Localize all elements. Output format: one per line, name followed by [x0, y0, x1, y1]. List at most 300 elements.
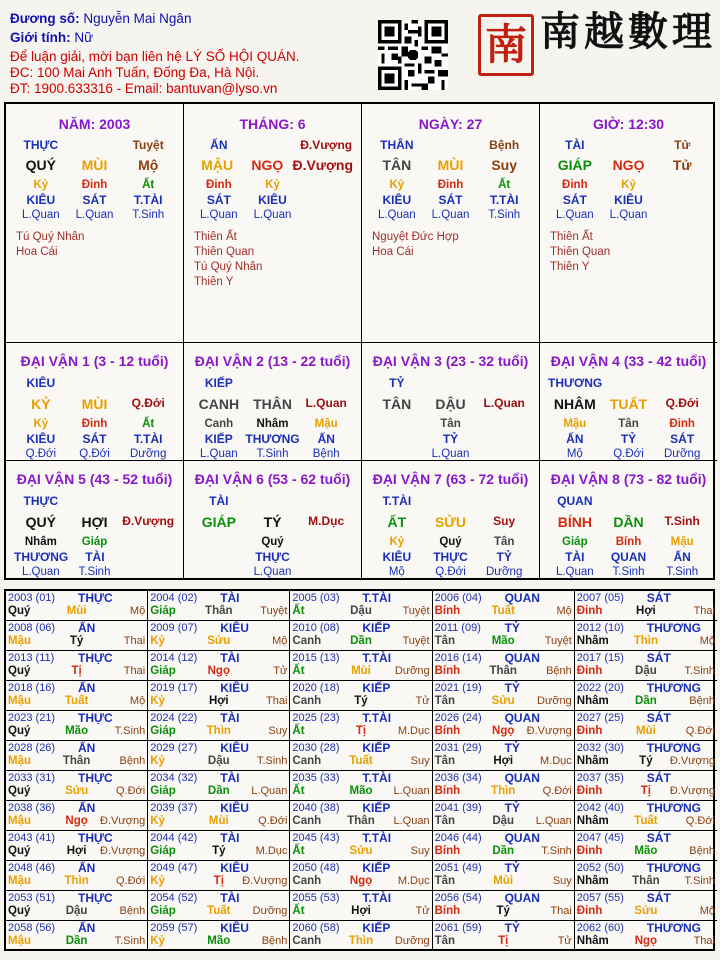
year-branch: Dậu: [207, 755, 230, 767]
dai-van-row-gods-item: TỶ: [620, 432, 637, 446]
year-age: 2023 (21): [8, 712, 56, 724]
year-age: 2020 (18): [292, 682, 340, 694]
year-age: 2036 (34): [434, 772, 482, 784]
year-cell: [148, 591, 290, 621]
year-stage: T.Sinh: [684, 665, 715, 677]
year-stem-branch: [8, 785, 145, 797]
pillar-row-stars: [14, 138, 175, 152]
year-stem: Tân: [434, 695, 456, 707]
year-stem-branch: [435, 605, 572, 617]
note-item: Thiên Y: [194, 276, 234, 288]
dai-van-row-gods-item: SÁT: [670, 432, 695, 446]
year-age: 2055 (53): [292, 892, 340, 904]
year-stage: Mộ: [129, 605, 146, 617]
year-cell: [6, 861, 148, 891]
dai-van-row-stages-item: T.Sinh: [78, 566, 111, 578]
year-stage: Suy: [410, 845, 430, 857]
year-age: 2048 (46): [8, 862, 56, 874]
year-stem: Nhâm: [576, 935, 609, 947]
year-god: TÀI: [220, 891, 240, 905]
dai-van-row-hidden: [548, 418, 709, 430]
year-stem-branch: [435, 815, 572, 827]
dai-van-row-hidden-item: Ất: [142, 418, 155, 430]
pillar-row-hidden-item: [299, 179, 353, 191]
dai-van-row-gods-item: QUAN: [610, 550, 647, 564]
year-branch: Tị: [498, 935, 509, 947]
year-stem-branch: [577, 875, 715, 887]
year-god: TÀI: [220, 591, 240, 605]
dai-van-row-gods-item: TÀI: [565, 550, 585, 564]
year-god: KIẾP: [362, 681, 391, 695]
year-age: 2007 (05): [576, 592, 624, 604]
year-stem: Bính: [434, 785, 461, 797]
dai-van-row-stages-item: [477, 448, 531, 460]
year-stem: Kỷ: [150, 875, 165, 887]
pillar-row-hidden-item: Đinh: [206, 179, 232, 191]
dai-van-row-hidden-item: Mậu: [563, 418, 587, 430]
year-branch: Thìn: [206, 725, 231, 737]
pillar-row-stems-item: GIÁP: [557, 157, 592, 173]
year-stem: Nhâm: [576, 755, 609, 767]
year-stem: Quý: [8, 905, 31, 917]
year-stage: Tử: [557, 935, 572, 947]
year-stem: Bính: [434, 845, 461, 857]
year-branch: Ngọ: [65, 815, 88, 827]
year-god: QUAN: [504, 891, 540, 905]
year-god: QUAN: [504, 831, 540, 845]
year-god: ẤN: [78, 681, 96, 695]
year-branch: Dần: [635, 695, 657, 707]
dai-van-row-gods-item: ẤN: [673, 550, 691, 564]
pillar-row-stems-item: NGỌ: [251, 157, 284, 173]
year-cell: [6, 801, 148, 831]
year-stage: M.Dục: [255, 845, 288, 857]
year-cell: [575, 651, 717, 681]
year-cell: [575, 621, 717, 651]
year-branch: Sửu: [349, 845, 373, 857]
dai-van-row-stems: [192, 514, 353, 530]
pillar-row-gods-item: KIÊU: [382, 193, 412, 207]
year-stage: Tuyệt: [544, 635, 572, 647]
year-stem: Giáp: [150, 665, 176, 677]
year-age: 2058 (56): [8, 922, 56, 934]
year-cell: [148, 891, 290, 921]
year-god: TÀI: [220, 831, 240, 845]
year-stage: Mộ: [699, 905, 715, 917]
year-branch: Tý: [212, 845, 226, 857]
dai-van-row-stems-item: Q.Đới: [665, 396, 699, 410]
year-age: 2024 (22): [150, 712, 198, 724]
year-branch: Sửu: [65, 785, 89, 797]
dai-van-title: ĐẠI VẬN 2 (13 - 22 tuổi): [194, 353, 351, 369]
year-age: 2006 (04): [434, 592, 482, 604]
dai-van-row-stems-item: QUÝ: [25, 514, 56, 530]
year-age: 2053 (51): [8, 892, 56, 904]
year-cell: [575, 591, 717, 621]
year-branch: Thìn: [64, 875, 89, 887]
year-age: 2029 (27): [150, 742, 198, 754]
year-stage: T.Sinh: [114, 725, 146, 737]
year-stem-branch: [292, 935, 429, 947]
year-cell: [290, 651, 432, 681]
year-god: ẤN: [78, 921, 96, 935]
dai-van-row-stems: [548, 514, 709, 530]
year-god: ẤN: [78, 861, 96, 875]
year-age: 2060 (58): [292, 922, 340, 934]
year-stem-branch: [150, 695, 287, 707]
year-branch: Ngọ: [207, 665, 230, 677]
year-branch: Hợi: [66, 845, 87, 857]
year-age: 2017 (15): [576, 652, 624, 664]
year-stage: Suy: [268, 725, 288, 737]
dai-van-row-hidden-item: Đinh: [81, 418, 108, 430]
year-stem-branch: [8, 725, 145, 737]
dai-van-row-stages: [14, 566, 175, 578]
year-stem: Đinh: [576, 725, 603, 737]
year-stage: T.Sinh: [256, 755, 288, 767]
year-stage: L.Quan: [393, 785, 430, 797]
year-stage: Q.Đới: [685, 815, 715, 827]
year-stem: Bính: [434, 605, 461, 617]
year-cell: [6, 771, 148, 801]
pillar-4: [540, 104, 717, 343]
pillar-row-stages-item: L.Quan: [199, 209, 238, 221]
year-cell: [575, 741, 717, 771]
year-stem-branch: [292, 845, 429, 857]
year-stem: Kỷ: [150, 695, 165, 707]
year-stem: Ất: [292, 725, 305, 737]
year-god: TÀI: [220, 711, 240, 725]
year-god: T.TÀI: [362, 591, 392, 605]
year-branch: Sửu: [491, 695, 515, 707]
year-stem: Mậu: [8, 815, 31, 827]
year-branch: Ngọ: [349, 875, 373, 887]
dai-van-2: [184, 343, 362, 461]
year-stage: Đ.Vượng: [242, 875, 288, 887]
pillar-row-hidden-item: Đinh: [437, 179, 464, 191]
year-stem-branch: [150, 755, 287, 767]
dai-van-row-stems-item: TUẤT: [609, 396, 648, 412]
year-cell: [148, 771, 290, 801]
pillar-row-hidden-item: Kỷ: [33, 179, 49, 191]
year-stage: Q.Đới: [115, 875, 146, 887]
year-stem-branch: [8, 695, 145, 707]
year-age: 2033 (31): [8, 772, 56, 784]
year-cell: [433, 681, 575, 711]
year-age: 2046 (44): [434, 832, 482, 844]
year-age: 2059 (57): [150, 922, 198, 934]
top-god-label: TỶ: [389, 376, 405, 390]
year-branch: Tị: [355, 725, 367, 737]
dai-van-row-hidden-item: [370, 418, 424, 430]
year-cell: [433, 651, 575, 681]
year-cell: [290, 831, 432, 861]
pillar-row-stars-item: Tuyệt: [132, 138, 164, 152]
year-cell: [433, 801, 575, 831]
year-branch: Mùi: [208, 815, 229, 827]
dai-van-row-gods-item: KIÊU: [26, 432, 56, 446]
year-stem: Giáp: [150, 605, 176, 617]
dai-van-row-hidden-item: [121, 536, 175, 548]
year-stem-branch: [8, 935, 145, 947]
year-branch: Hợi: [351, 905, 371, 917]
year-age: 2015 (13): [292, 652, 340, 664]
year-branch: Mão: [65, 725, 89, 737]
year-age: 2022 (20): [576, 682, 624, 694]
year-branch: Ngọ: [492, 725, 515, 737]
dai-van-row-stages: [192, 448, 353, 460]
year-cell: [433, 891, 575, 921]
dai-van-row-stems-item: ẤT: [387, 514, 407, 530]
year-god: QUAN: [504, 591, 540, 605]
dai-van-row-gods: [14, 550, 175, 564]
pillar-row-stars-item: ẤN: [210, 138, 228, 152]
dai-van-row-stems-item: KỶ: [31, 396, 51, 412]
year-branch: Mão: [491, 635, 515, 647]
note-item: Thiên Y: [550, 261, 590, 273]
phone-email-line: ĐT: 1900.633316 - Email: bantuvan@lyso.vn: [10, 81, 278, 96]
year-cell: [290, 711, 432, 741]
year-cell: [290, 681, 432, 711]
pillar-row-gods-item: SÁT: [82, 193, 107, 207]
year-cell: [148, 711, 290, 741]
year-stage: Dưỡng: [537, 695, 572, 707]
year-cell: [290, 621, 432, 651]
year-branch: Thân: [632, 875, 660, 887]
year-god: KIÊU: [220, 681, 249, 695]
year-cell: [433, 771, 575, 801]
year-stem-branch: [150, 935, 287, 947]
year-stem: Quý: [8, 845, 31, 857]
dai-van-row-stages-item: Q.Đới: [79, 448, 110, 460]
dai-van-row-hidden-item: Kỷ: [33, 418, 49, 430]
dai-van-row-stems-item: GIÁP: [201, 514, 236, 530]
year-stage: Thai: [123, 665, 146, 677]
year-age: 2027 (25): [576, 712, 624, 724]
year-age: 2026 (24): [434, 712, 482, 724]
year-age: 2012 (10): [576, 622, 624, 634]
year-stem: Mậu: [8, 755, 31, 767]
year-stem: Đinh: [576, 605, 603, 617]
dai-van-row-stages-item: Dưỡng: [664, 448, 701, 460]
year-cell: [6, 891, 148, 921]
pillar-row-gods-item: KIÊU: [26, 193, 56, 207]
year-stem: Canh: [292, 815, 322, 827]
year-god: ẤN: [78, 741, 96, 755]
year-age: 2054 (52): [150, 892, 198, 904]
year-branch: Mùi: [635, 725, 656, 737]
year-stem: Quý: [8, 605, 31, 617]
dai-van-row-stems-item: CANH: [198, 396, 240, 412]
year-branch: Mão: [634, 845, 658, 857]
owner-line: Đương số: Nguyễn Mai Ngân: [10, 11, 192, 26]
year-stem-branch: [150, 725, 287, 737]
dai-van-row-hidden-item: Canh: [204, 418, 234, 430]
dai-van-row-hidden: [370, 418, 531, 430]
year-age: 2049 (47): [150, 862, 198, 874]
pillar-row-stages-item: T.Sinh: [132, 209, 165, 221]
year-branch: Tuất: [491, 605, 515, 617]
dai-van-row-hidden-item: [299, 536, 353, 548]
year-branch: Tý: [69, 635, 84, 647]
year-stem-branch: [150, 905, 287, 917]
pillar-row-hidden: [14, 179, 175, 191]
gender-line: Giới tính: Nữ: [10, 30, 94, 45]
year-branch: Dần: [207, 785, 230, 797]
year-age: 2045 (43): [292, 832, 340, 844]
year-stem-branch: [292, 875, 429, 887]
year-branch: Thân: [62, 755, 91, 767]
dai-van-row-gods-item: [192, 550, 246, 564]
year-branch: Dần: [350, 635, 372, 647]
dai-van-top-god: [548, 494, 709, 508]
year-age: 2014 (12): [150, 652, 198, 664]
dai-van-row-stages-item: L.Quan: [199, 448, 238, 460]
dai-van-row-hidden: [192, 536, 353, 548]
dai-van-row-gods-item: THƯƠNG: [245, 432, 300, 446]
dai-van-row-hidden-item: Kỷ: [389, 536, 405, 548]
year-stem-branch: [435, 845, 572, 857]
pillar-row-stars-item: Đ.Vượng: [300, 138, 353, 152]
year-cell: [148, 831, 290, 861]
year-god: TÀI: [220, 771, 240, 785]
pillar-row-gods-item: SÁT: [562, 193, 587, 207]
pillar-row-stages-item: L.Quan: [555, 209, 594, 221]
year-cell: [290, 591, 432, 621]
year-stage: Thai: [123, 635, 146, 647]
year-age: 2038 (36): [8, 802, 56, 814]
year-branch: Dần: [492, 845, 515, 857]
year-stem-branch: [577, 935, 715, 947]
year-age: 2021 (19): [434, 682, 482, 694]
year-branch: Thân: [347, 815, 375, 827]
note-item: Thiên Ất: [550, 231, 593, 243]
dai-van-row-hidden-item: [192, 536, 246, 548]
year-god: KIÊU: [220, 801, 249, 815]
year-god: QUAN: [504, 711, 540, 725]
year-stem-branch: [292, 815, 429, 827]
year-stem-branch: [8, 815, 145, 827]
dai-van-row-hidden-item: Quý: [439, 536, 462, 548]
year-stage: Mộ: [272, 635, 288, 647]
dai-van-row-gods: [192, 550, 353, 564]
dai-van-row-hidden-item: Tân: [618, 418, 639, 430]
year-stem-branch: [8, 875, 145, 887]
year-stem-branch: [150, 605, 287, 617]
year-stage: Tuyệt: [402, 635, 430, 647]
dai-van-row-stages-item: [121, 566, 175, 578]
dai-van-row-stages-item: T.Sinh: [666, 566, 699, 578]
logo-text: 南越數理: [540, 8, 716, 55]
year-god: KIÊU: [220, 741, 249, 755]
year-stem-branch: [435, 665, 572, 677]
year-god: THƯƠNG: [646, 741, 701, 755]
year-age: 2039 (37): [150, 802, 198, 814]
year-god: KIẾP: [362, 621, 391, 635]
pillar-row-stages-item: T.Sinh: [488, 209, 521, 221]
year-cell: [290, 891, 432, 921]
year-stage: Bệnh: [546, 665, 572, 677]
year-cell: [6, 711, 148, 741]
dai-van-8: [540, 461, 717, 578]
year-age: 2051 (49): [434, 862, 482, 874]
year-branch: Mùi: [66, 605, 87, 617]
pillar-row-gods: [370, 193, 531, 207]
dai-van-row-gods: [548, 432, 709, 446]
year-stem-branch: [435, 695, 572, 707]
year-stage: Bệnh: [261, 935, 288, 947]
pillar-row-hidden: [192, 179, 353, 191]
dai-van-row-stages-item: [299, 566, 353, 578]
year-stem-branch: [292, 755, 429, 767]
year-stem-branch: [435, 875, 572, 887]
year-god: TỶ: [504, 621, 520, 635]
dai-van-title: ĐẠI VẬN 4 (33 - 42 tuổi): [550, 353, 707, 369]
year-stem: Giáp: [150, 905, 176, 917]
year-branch: Thân: [205, 605, 233, 617]
pillar-row-stems: [370, 157, 531, 173]
pillar-row-stems-item: Tử: [672, 157, 692, 173]
year-stem-branch: [150, 635, 287, 647]
dai-van-title: ĐẠI VẬN 6 (53 - 62 tuổi): [194, 471, 351, 487]
dai-van-row-gods-item: SÁT: [82, 432, 107, 446]
year-god: SÁT: [646, 591, 671, 605]
dai-van-top-god: [192, 376, 353, 390]
year-stage: Tử: [415, 905, 430, 917]
year-stage: Đ.Vượng: [100, 815, 146, 827]
year-stage: Bệnh: [689, 695, 715, 707]
year-god: THỰC: [78, 711, 113, 725]
year-god: SÁT: [646, 771, 671, 785]
dai-van-4: [540, 343, 717, 461]
year-stem: Ất: [292, 845, 305, 857]
year-stage: Đ.Vượng: [669, 755, 715, 767]
year-stem: Kỷ: [150, 935, 165, 947]
year-cell: [148, 651, 290, 681]
year-stem: Đinh: [576, 785, 603, 797]
year-stage: M.Dục: [397, 725, 430, 737]
dai-van-row-hidden-item: Nhâm: [24, 536, 57, 548]
pillar-row-hidden: [548, 179, 709, 191]
year-branch: Dậu: [635, 665, 657, 677]
year-stem: Bính: [434, 725, 461, 737]
year-stem: Đinh: [576, 665, 603, 677]
dai-van-row-stages-item: L.Quan: [21, 566, 60, 578]
pillar-row-stars-item: [602, 138, 656, 152]
pillar-row-stars: [548, 138, 709, 152]
pillar-row-stages-item: L.Quan: [21, 209, 60, 221]
year-cell: [575, 921, 717, 951]
year-cell: [290, 801, 432, 831]
pillar-row-gods-item: SÁT: [206, 193, 231, 207]
year-god: TỶ: [504, 741, 520, 755]
red-seal-stamp: 南: [478, 14, 534, 76]
year-stage: Dưỡng: [394, 665, 430, 677]
dai-van-row-stages: [370, 448, 531, 460]
year-cell: [148, 861, 290, 891]
year-god: THƯƠNG: [646, 681, 701, 695]
year-branch: Tý: [354, 695, 368, 707]
year-god: T.TÀI: [362, 711, 392, 725]
dai-van-row-stems: [192, 396, 353, 412]
year-stem: Nhâm: [576, 875, 609, 887]
year-god: THƯƠNG: [646, 621, 701, 635]
year-cell: [575, 831, 717, 861]
year-stem: Nhâm: [576, 635, 609, 647]
year-age: 2040 (38): [292, 802, 340, 814]
year-stem: Mậu: [8, 695, 31, 707]
year-stem-branch: [435, 725, 572, 737]
